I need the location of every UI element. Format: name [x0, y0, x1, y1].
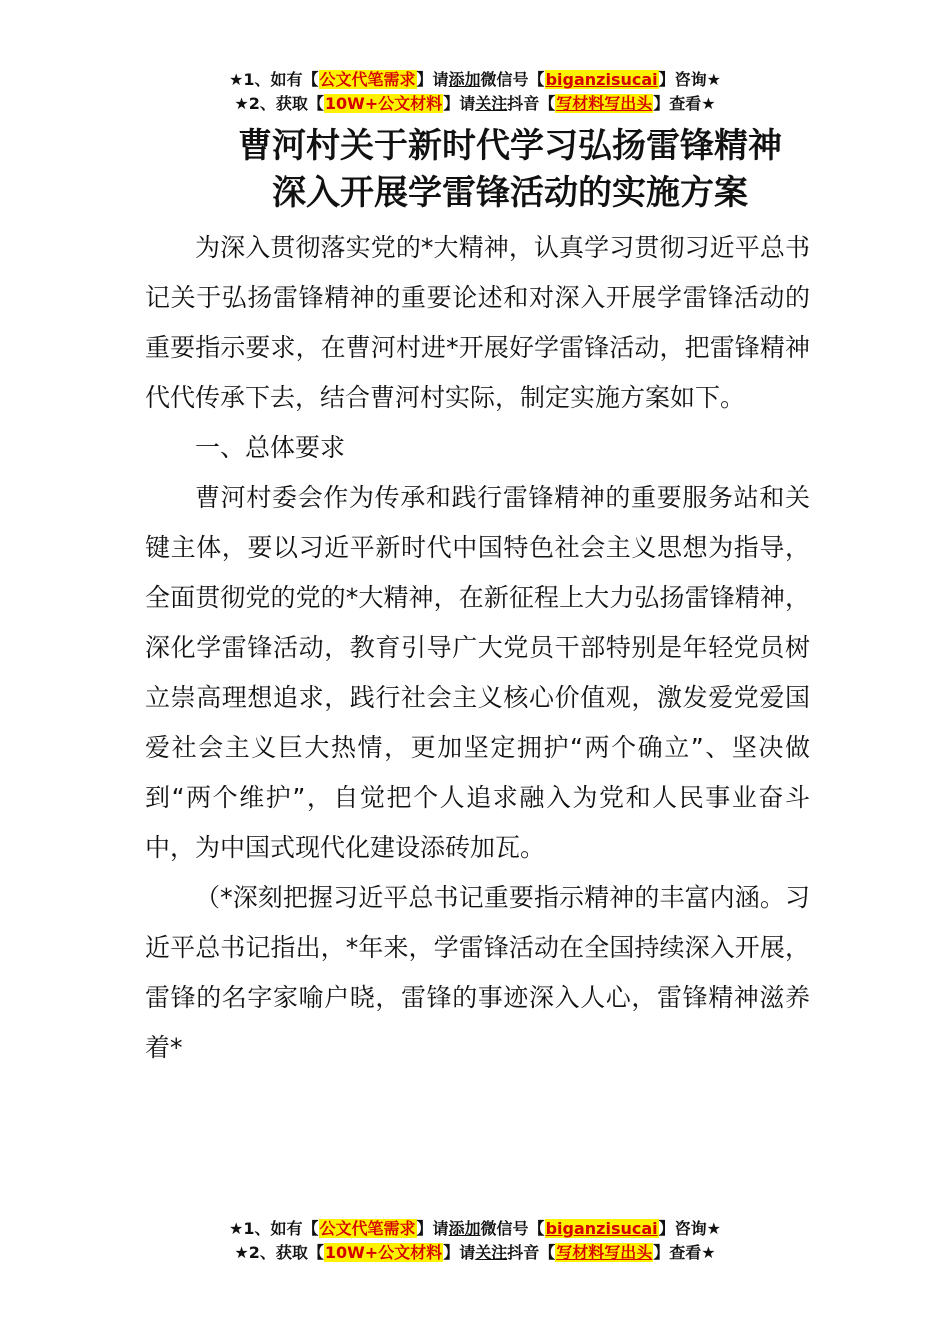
banner-text: ★2、获取【 [234, 94, 324, 113]
banner-text: 】请 [416, 1219, 449, 1238]
banner-text: 】请 [443, 1243, 476, 1262]
top-banner [0, 68, 950, 116]
banner-douyin-id: 写材料写出头 [556, 94, 653, 113]
banner-text: 微信号【 [480, 1219, 545, 1238]
banner-highlight: 10W+公文材料 [324, 1243, 443, 1262]
banner-emphasis: 关注 [475, 1243, 508, 1262]
banner-text: 】请 [416, 70, 449, 89]
banner-line-1 [0, 68, 950, 92]
section-heading: 一、总体要求 [195, 433, 346, 462]
banner-text: ★1、如有【 [229, 70, 319, 89]
banner-text: 抖音【 [507, 1243, 556, 1262]
banner-text: 微信号【 [480, 70, 545, 89]
paragraph-general-requirements: 曹河村委会作为传承和践行雷锋精神的重要服务站和关键主体，要以习近平新时代中国特色社会主义思想为指导，全面贯彻党的党的*大精神，在新征程上大力弘扬雷锋精神，深化学雷锋活动，教育引导广大党员干部特别是年轻党员树立崇高理想追求，践行社会主义核心价值观，激发爱党爱国爱社会主义巨大热情，更加坚定拥护“两个确立”、坚决做到“两个维护”，自觉把个人追求融入为党和人民事业奋斗中，为中国式现代化建设添砖加瓦。 [145, 483, 810, 862]
banner-douyin-id: 写材料写出头 [556, 1243, 653, 1262]
banner-line-2 [0, 1241, 950, 1265]
banner-text: 】请 [443, 94, 476, 113]
paragraph-intro: 为深入贯彻落实党的*大精神，认真学习贯彻习近平总书记关于弘扬雷锋精神的重要论述和对深入开展学雷锋活动的重要指示要求，在曹河村进*开展好学雷锋活动，把雷锋精神代代传承下去，结合曹河村实际，制定实施方案如下。 [145, 233, 810, 412]
banner-highlight: 10W+公文材料 [324, 94, 443, 113]
bottom-banner [0, 1217, 950, 1265]
banner-highlight: 公文代笔需求 [319, 70, 416, 89]
paragraph-subsection: （*深刻把握习近平总书记重要指示精神的丰富内涵。习近平总书记指出，*年来，学雷锋活动在全国持续深入开展，雷锋的名字家喻户晓，雷锋的事迹深入人心，雷锋精神滋养着* [145, 883, 810, 1062]
banner-wechat-id: biganzisucai [545, 70, 658, 89]
banner-text: ★2、获取【 [234, 1243, 324, 1262]
banner-line-1 [0, 1217, 950, 1241]
document-title-line-1: 曹河村关于新时代学习弘扬雷锋精神 [238, 126, 782, 166]
banner-wechat-id: biganzisucai [545, 1219, 658, 1238]
document-title-line-2: 深入开展学雷锋活动的实施方案 [272, 173, 748, 213]
banner-line-2 [0, 92, 950, 116]
banner-text: 】咨询★ [658, 1219, 721, 1238]
banner-highlight: 公文代笔需求 [319, 1219, 416, 1238]
banner-text: 抖音【 [507, 94, 556, 113]
document-body [145, 223, 810, 1073]
banner-text: 】咨询★ [658, 70, 721, 89]
banner-text: 】查看★ [653, 94, 716, 113]
banner-emphasis: 关注 [475, 94, 508, 113]
banner-text: ★1、如有【 [229, 1219, 319, 1238]
banner-emphasis: 添加 [448, 1219, 481, 1238]
banner-text: 】查看★ [653, 1243, 716, 1262]
banner-emphasis: 添加 [448, 70, 481, 89]
